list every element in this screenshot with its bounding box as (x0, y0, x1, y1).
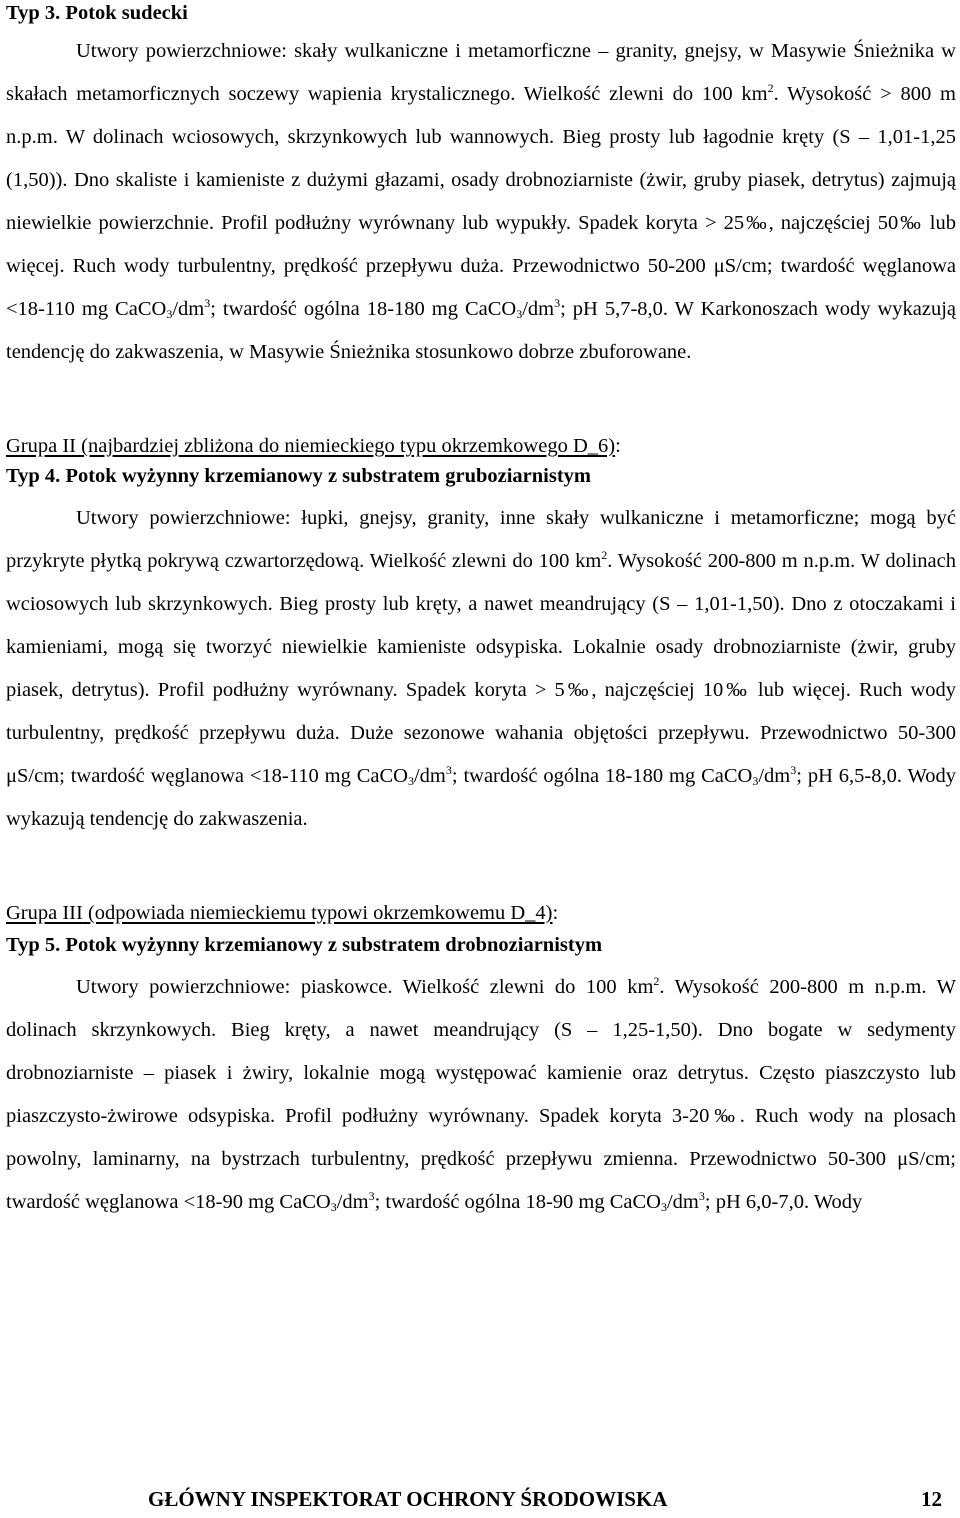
group3-label: Grupa III (odpowiada niemieckiemu typowi okrzemkowemu D_4) (6, 902, 553, 924)
group3-heading: Grupa III (odpowiada niemieckiemu typowi okrzemkowemu D_4): (6, 902, 559, 924)
typ5-heading: Typ 5. Potok wyżynny krzemianowy z substratem drobnoziarnistym (6, 934, 603, 956)
document-page (6, 0, 956, 1224)
footer-organization: GŁÓWNY INSPEKTORAT OCHRONY ŚRODOWISKA (148, 1487, 668, 1511)
group2-heading: Grupa II (najbardziej zbliżona do niemieckiego typu okrzemkowego D_6): (6, 435, 621, 457)
page-number: 12 (921, 1487, 942, 1511)
typ3-paragraph: Utwory powierzchniowe: skały wulkaniczne i metamorficzne – granity, gnejsy, w Masywie Śnieżnika w skałach metamorficznych soczewy wapienia krystalicznego. Wielkość zlewni do 100 $km^2$. Wysokość > 800 m n.p.m. W dolinach wciosowych, skrzynkowych lub wannowych. Bieg prosty lub łagodnie kręty (S – 1,01-1,25 (1,50)). Dno skaliste i kamieniste z dużymi głazami, osady drobnoziarniste (żwir, gruby piasek, detrytus) zajmują niewielkie powierzchnie. Profil podłużny wyrównany lub wypukły. Spadek koryta > 25‰, najczęściej 50‰ lub więcej. Ruch wody turbulentny, prędkość przepływu duża. Przewodnictwo 50-200 μS/cm; twardość węglanowa <18-110 mg $CaCO_3/dm^3$; twardość ogólna 18-180 mg $CaCO_3/dm^3$; pH 5,7-8,0. W Karkonoszach wody wykazują tendencję do zakwaszenia, w Masywie Śnieżnika stosunkowo dobrze zbuforowane. (6, 40, 956, 363)
typ4-heading: Typ 4. Potok wyżynny krzemianowy z substratem gruboziarnistym (6, 465, 592, 487)
group2-label: Grupa II (najbardziej zbliżona do niemieckiego typu okrzemkowego D_6) (6, 435, 616, 457)
typ5-paragraph: Utwory powierzchniowe: piaskowce. Wielkość zlewni do 100 $km^2$. Wysokość 200-800 m n.p.m. W dolinach skrzynkowych. Bieg kręty, a nawet meandrujący (S – 1,25-1,50). Dno bogate w sedymenty drobnoziarniste – piasek i żwiry, lokalnie mogą występować kamienie oraz detrytus. Często piaszczysto lub piaszczysto-żwirowe odsypiska. Profil podłużny wyrównany. Spadek koryta 3-20‰. Ruch wody na plosach powolny, laminarny, na bystrzach turbulentny, prędkość przepływu zmienna. Przewodnictwo 50-300 μS/cm; twardość węglanowa <18-90 mg $CaCO_3/dm^3$; twardość ogólna 18-90 mg $CaCO_3/dm^3$; pH 6,0-7,0. Wody (6, 974, 957, 1214)
page-footer (0, 1487, 960, 1517)
typ4-paragraph: Utwory powierzchniowe: łupki, gnejsy, granity, inne skały wulkaniczne i metamorficzne; mogą być przykryte płytką pokrywą czwartorzędową. Wielkość zlewni do 100 $km^2$. Wysokość 200-800 m n.p.m. W dolinach wciosowych lub skrzynkowych. Bieg prosty lub kręty, a nawet meandrujący (S – 1,01-1,50). Dno z otoczakami i kamieniami, mogą się tworzyć niewielkie kamieniste odsypiska. Lokalnie osady drobnoziarniste (żwir, gruby piasek, detrytus). Profil podłużny wyrównany. Spadek koryta > 5‰, najczęściej 10‰ lub więcej. Ruch wody turbulentny, prędkość przepływu duża. Duże sezonowe wahania objętości przepływu. Przewodnictwo 50-300 μS/cm; twardość węglanowa <18-110 mg $CaCO_3/dm^3$; twardość ogólna 18-180 mg $CaCO_3/dm^3$; pH 6,5-8,0. Wody wykazują tendencję do zakwaszenia. (6, 507, 956, 830)
typ3-heading: Typ 3. Potok sudecki (6, 2, 188, 24)
